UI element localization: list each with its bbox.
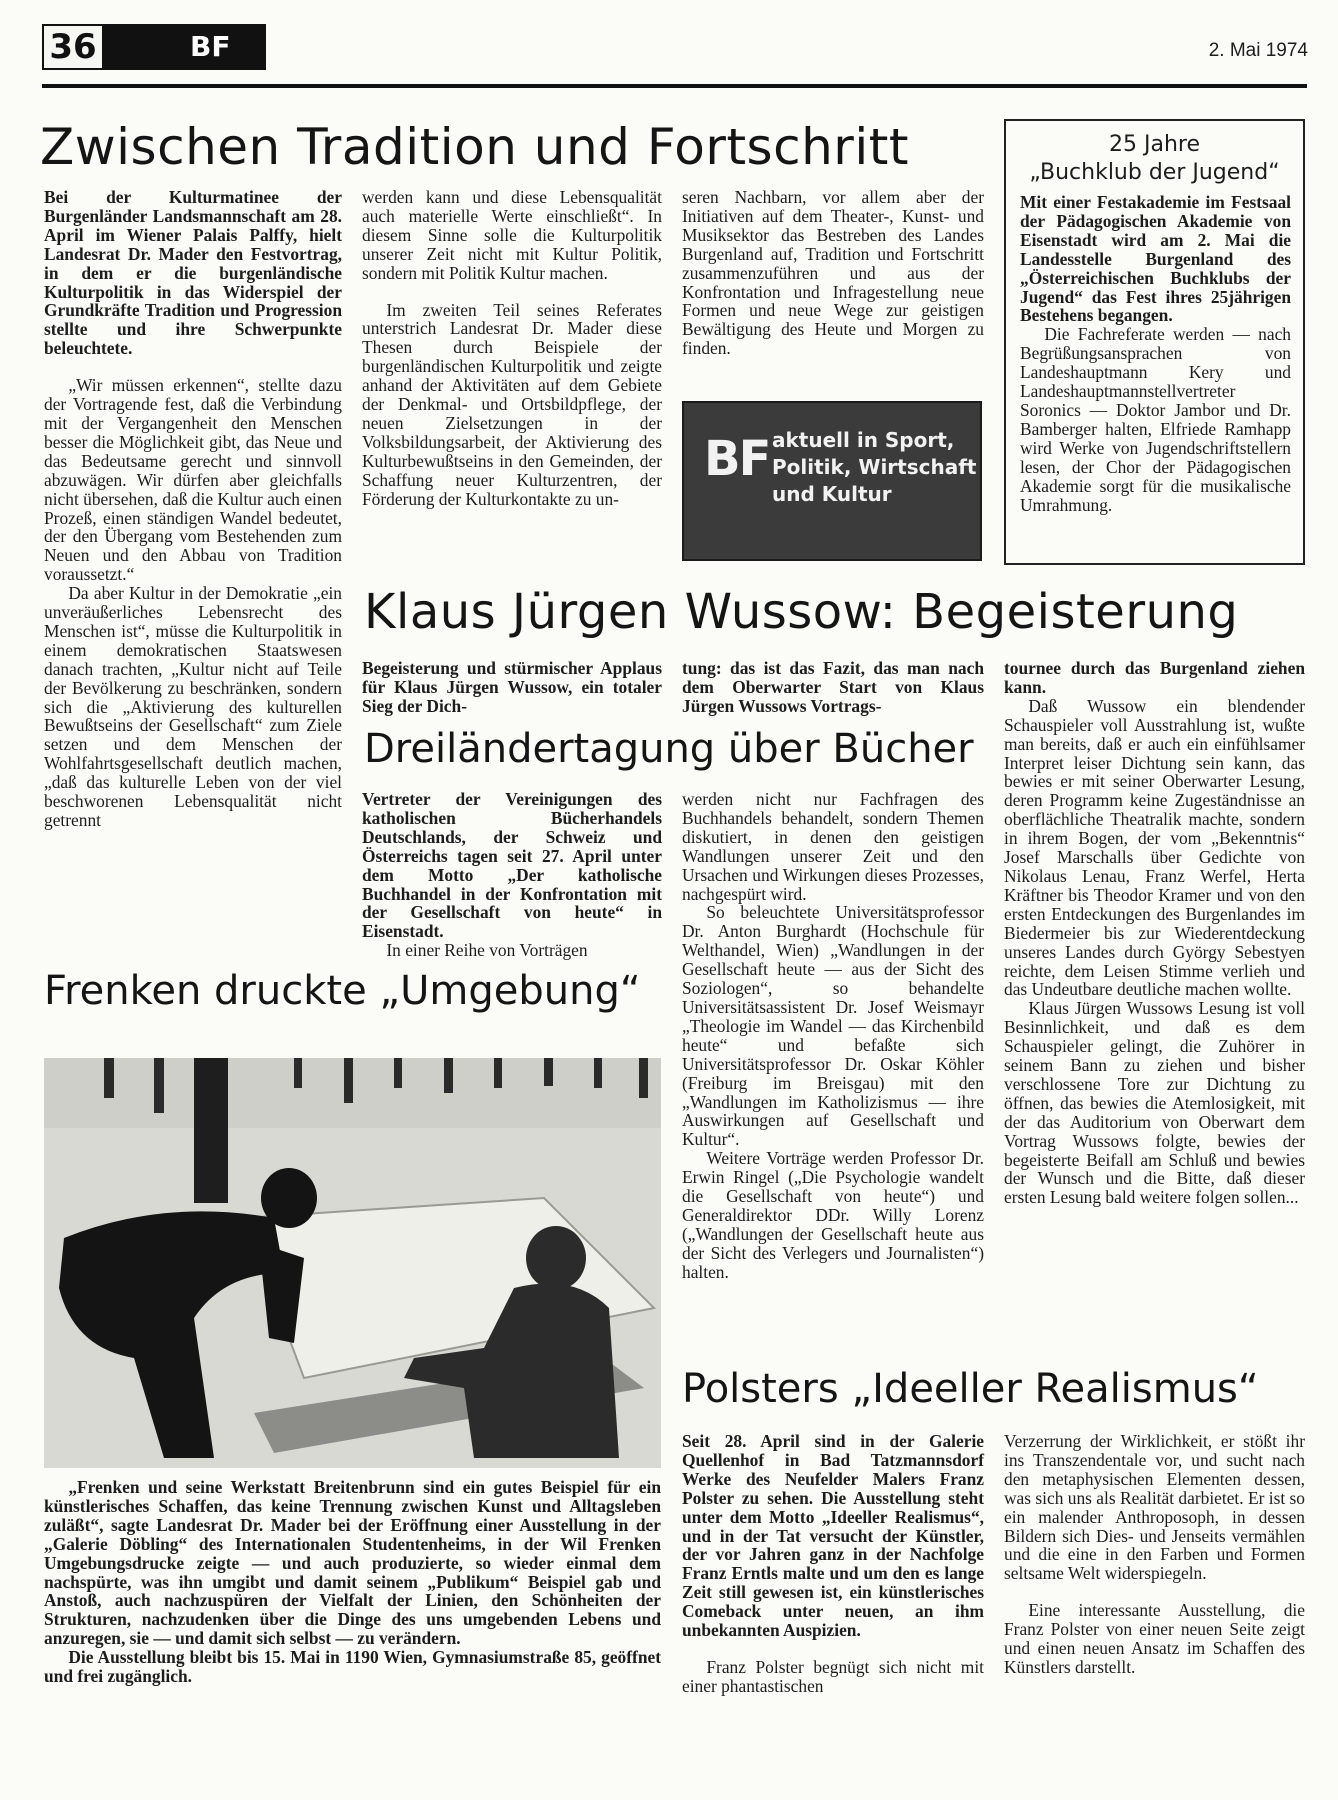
- article1-paragraph: Da aber Kultur in der Demokratie „ein unveräußerliches Lebensrecht des Menschen ist“, müsse die Kulturpolitik in einem demokratischen Staatswesen danach trachten, „Kultur nicht auf Teile der Bevölkerung zu beschränken, sondern sich die „Aktivierung des kulturellen Bewußtseins der Gesellschaft“ zum Ziele setzen und dem Menschen der Wohlfahrtsgesellschaft deutlich machen, „daß das kulturelle Leben von der viel beschworenen Lebensqualität nicht getrennt: [44, 583, 342, 830]
- article4-headline: Frenken druckte „Umgebung“: [44, 968, 641, 1014]
- article2-lead-col3: tournee durch das Burgenland ziehen kann.: [1004, 658, 1305, 697]
- section-label: BF: [190, 30, 231, 63]
- buchklub-title-line1: 25 Jahre: [1109, 132, 1200, 157]
- buchklub-body: Die Fachreferate werden — nach Begrüßungsansprachen von Landeshauptmann Kery und Landeshauptmannstellvertreter Soronics — Doktor Jambor und Dr. Bamberger halten, Elfriede Ramhapp wird Werke von Jugendschriftstellern lesen, der Chor der Pädagogischen Akademie sorgt für die musikalische Umrahmung.: [1020, 324, 1291, 515]
- bf-ad-logo: BF: [704, 431, 770, 487]
- article3-paragraph: werden nicht nur Fachfragen des Buchhandels behandelt, sondern Themen diskutiert, in denen den geistigen Wandlungen unserer Zeit und den Ursachen und Wirkungen dieses Prozesses, nachgespürt wird.: [682, 789, 984, 904]
- article5-paragraph: Eine interessante Ausstellung, die Franz Polster von einer neuen Seite zeigt und einen neuen Ansatz im Schaffen des Künstlers darstellt.: [1004, 1600, 1305, 1677]
- article4-caption: [44, 1478, 661, 1686]
- article5-paragraph: Franz Polster begnügt sich nicht mit einer phantastischen: [682, 1656, 984, 1696]
- article1-paragraph: „Wir müssen erkennen“, stellte dazu der Vortragende fest, daß die Verbindung mit der Vergangenheit den Menschen besser die Möglichkeit gibt, das Neue und das Bedeutsame gerecht und sinnvoll abzuwägen. Wir dürfen aber gleichfalls nicht übersehen, daß die Kultur auch einen Prozeß, einen ständigen Wandel bedeutet, der den Übergang vom Bestehenden zum Neuen und den Abbau von Tradition voraussetzt.“: [44, 375, 342, 585]
- article4-caption-text: Die Ausstellung bleibt bis 15. Mai in 1190 Wien, Gymnasiumstraße 85, geöffnet und frei zugänglich.: [44, 1647, 661, 1687]
- article1-lead: Bei der Kulturmatinee der Burgenländer Landsmannschaft am 28. April im Wiener Palais Palffy, hielt Landesrat Dr. Mader den Festvortrag, in dem er die burgenländische Kulturpolitik in das Widerspiel der Grundkräfte Tradition und Progression stellte und ihre Schwerpunkte beleuchtete.: [44, 187, 342, 359]
- buchklub-text: [1020, 193, 1291, 514]
- article5-paragraph: Verzerrung der Wirklichkeit, er stößt ihr ins Transzendentale vor, und sucht nach den metaphysischen Elementen dessen, was sich uns als Realität darbietet. Er ist so ein malender Anthroposoph, in dessen Bildern sich Dies- und Jenseits vermählen und die eine in den Farben und Formen seltsame Welt widerspiegeln.: [1004, 1431, 1305, 1584]
- article1-paragraph: werden kann und diese Lebensqualität auch materielle Werte einschließt“. In diesem Sinne solle die Kulturpolitik unserer Zeit nicht mit Kultur Politik, sondern mit Politik Kultur machen.: [362, 187, 662, 283]
- buchklub-box: [1004, 119, 1305, 565]
- article2-lead-col1: Begeisterung und stürmischer Applaus für Klaus Jürgen Wussow, ein totaler Sieg der Dich-: [362, 658, 662, 716]
- article2-paragraph: Klaus Jürgen Wussows Lesung ist voll Besinnlichkeit, und daß es dem Schauspieler gelingt, die Zuhörer in seinem Bann zu ziehen und bisher verschlossene Tore zur Dichtung zu öffnen, das bewies die Atemlosigkeit, mit der das Auditorium von Oberwart dem Vortrag Wussows folgte, bewies der begeisterte Beifall am Schluß und bewies der Wunsch und die Bitte, daß dieser ersten Lesung bald weitere folgen sollen...: [1004, 998, 1305, 1208]
- article2-headline: Klaus Jürgen Wussow: Begeisterung: [364, 584, 1239, 640]
- article3-paragraph: In einer Reihe von Vorträgen: [386, 940, 588, 961]
- header-rule: [42, 84, 1307, 88]
- article1-headline: Zwischen Tradition und Fortschritt: [40, 118, 909, 176]
- article4-caption-text: „Frenken und seine Werkstatt Breitenbrunn sind ein gutes Beispiel für ein künstlerisches Schaffen, das keine Trennung zwischen Kunst und Alltagsleben zuläßt“, sagte Landesrat Dr. Mader bei der Eröffnung einer Ausstellung in der „Galerie Döbling“ des Internationalen Studentenheims, in der Wil Frenken Umgebungsdrucke zeigte — und auch produzierte, so wieder einmal dem nachspürte, was ihn umgibt und damit seinem „Publikum“ Beispiel gab und Anstoß, auch nachzuspüren der Vielfalt der Linien, den Schönheiten der Strukturen, nachzudenken über die Dinge des uns umgebenden Lebens und anzuregen, sie — und damit sich selbst — zu verändern.: [44, 1477, 661, 1649]
- article3-paragraph: Weitere Vorträge werden Professor Dr. Erwin Ringel („Die Psychologie wandelt die Gesellschaft von heute“) und Generaldirektor DDr. Willy Lorenz („Wandlungen der Gesellschaft heute aus der Sicht des Verlegers und Journalisten“) halten.: [682, 1148, 984, 1282]
- photo-post: [194, 1058, 228, 1203]
- article5-col2: [1004, 1432, 1305, 1677]
- article2-col3: [1004, 659, 1305, 1207]
- article5-headline: Polsters „Ideeller Realismus“: [682, 1366, 1259, 1412]
- issue-date: 2. Mai 1974: [1208, 40, 1308, 61]
- bf-ad-text: aktuell in Sport, Politik, Wirtschaft und Kultur: [772, 428, 977, 506]
- article5-lead: Seit 28. April sind in der Galerie Quellenhof in Bad Tatzmannsdorf Werke des Neufelder Malers Franz Polster zu sehen. Die Ausstellung steht unter dem Motto „Ideeller Realismus“, und in der Tat versucht der Künstler, der vor Jahren ganz in der Nachfolge Franz Erntls malte und um den es lange Zeit still gewesen ist, ein künstlerisches Comeback unter neuen, an ihm unbekannten Auspizien.: [682, 1431, 984, 1641]
- buchklub-title: [1006, 131, 1303, 187]
- article3-lead: Vertreter der Vereinigungen des katholischen Bücherhandels Deutschlands, der Schweiz und Österreichs tagen seit 27. April unter dem Motto „Der katholische Buchhandel in der Konfrontation mit der Gesellschaft von heute“ in Eisenstadt.: [362, 789, 662, 942]
- article1-col3: [682, 188, 984, 358]
- article3-col2: [682, 790, 984, 1282]
- frenken-workshop-photo: [44, 1058, 661, 1468]
- article3-col1: [362, 790, 662, 960]
- article2-paragraph: Daß Wussow ein blendender Schauspieler voll Ausstrahlung ist, wußte man bereits, daß er auch ein einfühlsamer Interpret leiser Dichtung sein kann, das bewies er mit seiner Oberwarter Lesung, deren Programm keine Zugeständnisse an oberflächliche Theatralik machte, sondern in ihrem Bogen, der vom „Bekenntnis“ Josef Marschalls über Gedichte von Nikolaus Lenau, Franz Werfel, Herta Kräftner bis Theodor Kramer und von den ersten Entdeckungen des Burgenlandes im Biedermeier bis zur Wiederentdeckung unseres Landes durch György Sebestyen reichte, dem Leisen Stimme verlieh und das Undeutbare deutliche machen wollte.: [1004, 695, 1305, 1000]
- article2-lead-col2: tung: das ist das Fazit, das man nach dem Oberwarter Start von Klaus Jürgen Wussows Vortrags-: [682, 658, 984, 716]
- article1-col2: [362, 188, 662, 509]
- article1-paragraph: Im zweiten Teil seines Referates unterstrich Landesrat Dr. Mader diese Thesen durch Beispiele der burgenländischen Kulturpolitik und zeigte anhand der Aktivitäten auf dem Gebiete der Denkmal- und Ortsbildpflege, der neuen Zielsetzungen in der Volksbildungsarbeit, der Aktivierung des Kulturbewußtseins in den Gemeinden, der Schaffung neuer Kulturzentren, der Förderung der Kulturkontakte zu un-: [362, 299, 662, 509]
- article3-headline: Dreiländertagung über Bücher: [364, 726, 974, 772]
- buchklub-lead: Mit einer Festakademie im Festsaal der Pädagogischen Akademie von Eisenstadt wird am 2. Mai die Landesstelle Burgenland des „Österreichischen Buchklubs der Jugend“ das Fest ihres 25jährigen Bestehens begangen.: [1020, 192, 1291, 326]
- article1-col1: [44, 188, 342, 830]
- article1-paragraph: seren Nachbarn, vor allem aber der Initiativen auf dem Theater-, Kunst- und Musiksektor das Bestreben des Landes Burgenland auf, Tradition und Fortschritt zusammenzuführen und aus der Konfrontation und Infragestellung neue Formen und neue Wege zur geistigen Bewältigung des Heute und Morgen zu finden.: [682, 187, 984, 359]
- bf-ad-box: [682, 401, 982, 561]
- page-number: 36: [44, 26, 102, 68]
- article3-paragraph: So beleuchtete Universitätsprofessor Dr. Anton Burghardt (Hochschule für Welthandel, Wien) „Wandlungen in der Gesellschaft heute — aus der Sicht des Soziologen“, so behandelte Universitätsassistent Dr. Josef Weismayr „Theologie im Wandel — das Kirchenbild heute“ und befaßte sich Universitätsprofessor Dr. Oskar Köhler (Freiburg im Breisgau) mit den „Wandlungen im Katholizismus — ihre Auswirkungen auf Gesellschaft und Kultur“.: [682, 902, 984, 1150]
- buchklub-title-line2: „Buchklub der Jugend“: [1029, 160, 1280, 185]
- article5-col1: [682, 1432, 984, 1696]
